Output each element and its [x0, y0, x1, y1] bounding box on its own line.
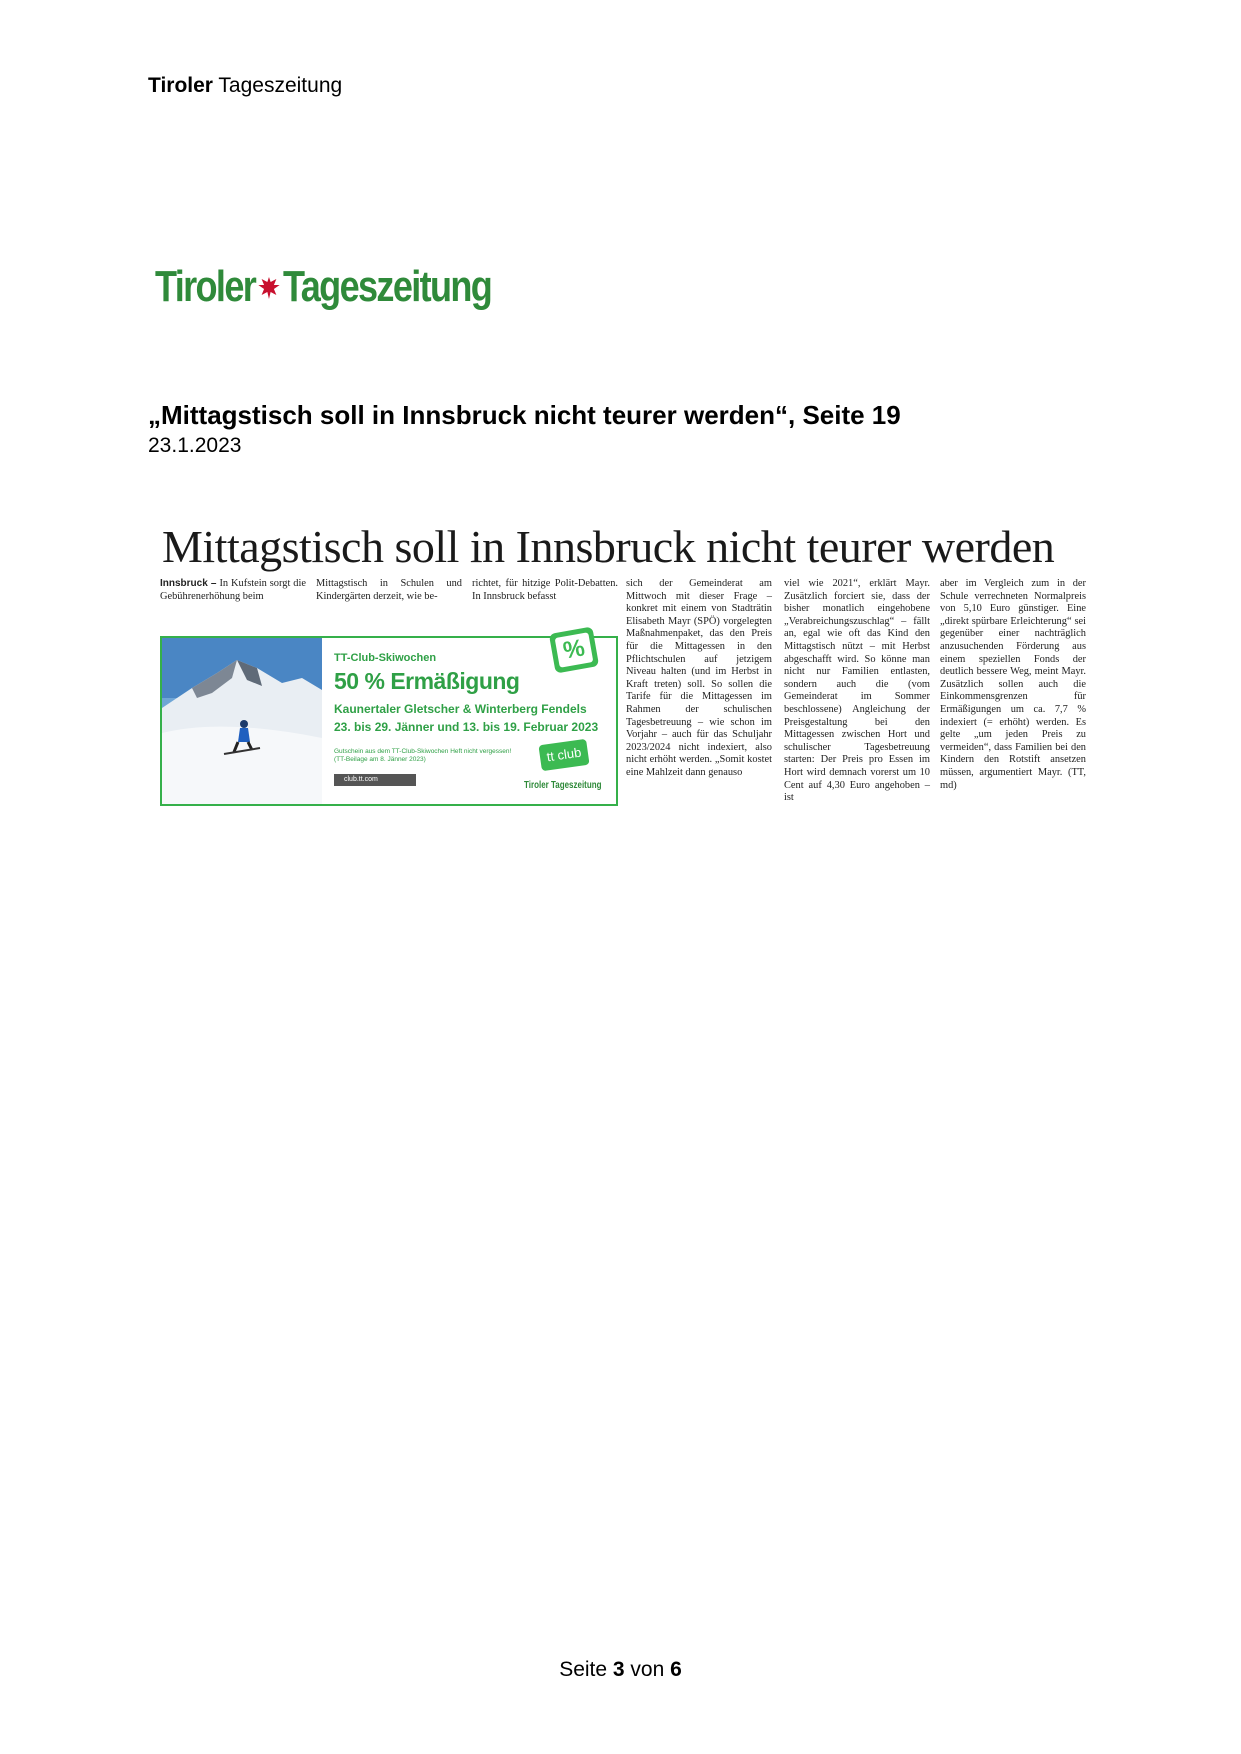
ski-advertisement: [160, 636, 618, 806]
percent-glyph: %: [555, 632, 594, 667]
ad-location: Kaunertaler Gletscher & Winterberg Fendels: [334, 702, 587, 716]
newspaper-logo: [155, 262, 491, 312]
clipping-headline: Mittagstisch soll in Innsbruck nicht teurer werden: [162, 521, 1055, 572]
footer-mid: von: [624, 1658, 671, 1681]
article-title: „Mittagstisch soll in Innsbruck nicht teurer werden“, Seite 19: [148, 400, 901, 430]
logo-part1: Tiroler: [155, 262, 256, 311]
ad-discount: 50 % Ermäßigung: [334, 668, 520, 694]
header-brand-rest: Tageszeitung: [212, 74, 343, 97]
footer-page-number: 3: [612, 1658, 625, 1681]
ad-note: Gutschein aus dem TT-Club-Skiwochen Heft nicht vergessen! (TT-Beilage am 8. Jänner 2023): [334, 748, 512, 763]
ad-url: club.tt.com: [334, 774, 416, 786]
logo-part2: Tageszeitung: [283, 262, 492, 311]
ad-line1: TT-Club-Skiwochen: [334, 652, 437, 664]
column-2-text: Mittagstisch in Schulen und Kindergärten derzeit, wie be-: [316, 578, 462, 602]
article-column-4: [626, 578, 772, 780]
column-4-text: sich der Gemeinderat am Mittwoch mit dieser Frage – konkret mit einem von Stadträtin Elisabeth Mayr (SPÖ) vorgelegten Maßnahmenpaket, das den Preis für die Mittagessen in den Pflichtschulen auf jetzigem Niveau halten (und im Herbst in Kraft treten) soll. So sollen die Tarife für die Mittagessen im Rahmen der schulischen Tagesbetreuung – wie schon im Vorjahr – auch für das Schuljahr 2023/2024 nicht indexiert, also nicht erhöht werden. „Somit kostet eine Mahlzeit dann genauso: [626, 578, 772, 778]
article-date: 23.1.2023: [148, 434, 242, 457]
article-column-5: [784, 578, 930, 805]
skier-image: [162, 638, 322, 804]
article-column-1: [160, 578, 306, 603]
article-column-6: [940, 578, 1086, 792]
footer-page-total: 6: [670, 1658, 682, 1681]
column-3-text: richtet, für hitzige Polit-Debatten. In Innsbruck befasst: [472, 578, 618, 602]
tyrol-eagle-icon: [257, 273, 282, 303]
dateline: Innsbruck –: [160, 578, 217, 589]
column-6-text: aber im Vergleich zum in der Schule verrechneten Normalpreis von 5,10 Euro günstiger. Eine „direkt spürbare Erleichterung“ sei gegenüber einer nachträglich anzusuchenden Förderung aus einem speziellen Fonds der deutlich bessere Weg, meint Mayr. Zusätzlich sollen auch die Einkommensgrenzen für Ermäßigungen um ca. 7,7 % indexiert (= erhöht) werden. Es gelte „um jeden Preis zu vermeiden“, dass Familien bei den Kindern den Rotstift ansetzen müssen, argumentiert Mayr. (TT, md): [940, 578, 1086, 791]
newspaper-clipping: [150, 510, 1090, 810]
document-header: [148, 74, 342, 98]
article-column-2: [316, 578, 462, 603]
ad-newspaper-logo: Tiroler Tageszeitung: [524, 780, 602, 791]
ad-dates: 23. bis 29. Jänner und 13. bis 19. Februar 2023: [334, 720, 599, 734]
footer-prefix: Seite: [559, 1658, 613, 1681]
ttclub-badge: tt club: [538, 739, 589, 771]
header-brand-bold: Tiroler: [148, 74, 213, 97]
ski-photo: [162, 638, 322, 804]
page-footer: [0, 1658, 1241, 1682]
column-5-text: viel wie 2021“, erklärt Mayr. Zusätzlich forciert sie, dass der bisher monatlich eingehobene „Verabreichungszuschlag“ – fällt an, egal wie oft das Kind den Mittagstisch nützt – mit Herbst abgeschafft wird. So könne man nicht nur Familien entlasten, sondern auch die (vom Gemeinderat im Sommer beschlossene) Angleichung der Preisgestaltung bei den Mittagessen zwischen Hort und schulischer Tagesbetreuung starten: Der Preis pro Essen im Hort wird demnach vorerst um 10 Cent auf 4,30 Euro angehoben – ist: [784, 578, 930, 804]
article-column-3: [472, 578, 618, 603]
column-1-text: In Kufstein sorgt die Gebührenerhöhung beim: [160, 578, 306, 602]
percent-icon: [549, 626, 599, 673]
